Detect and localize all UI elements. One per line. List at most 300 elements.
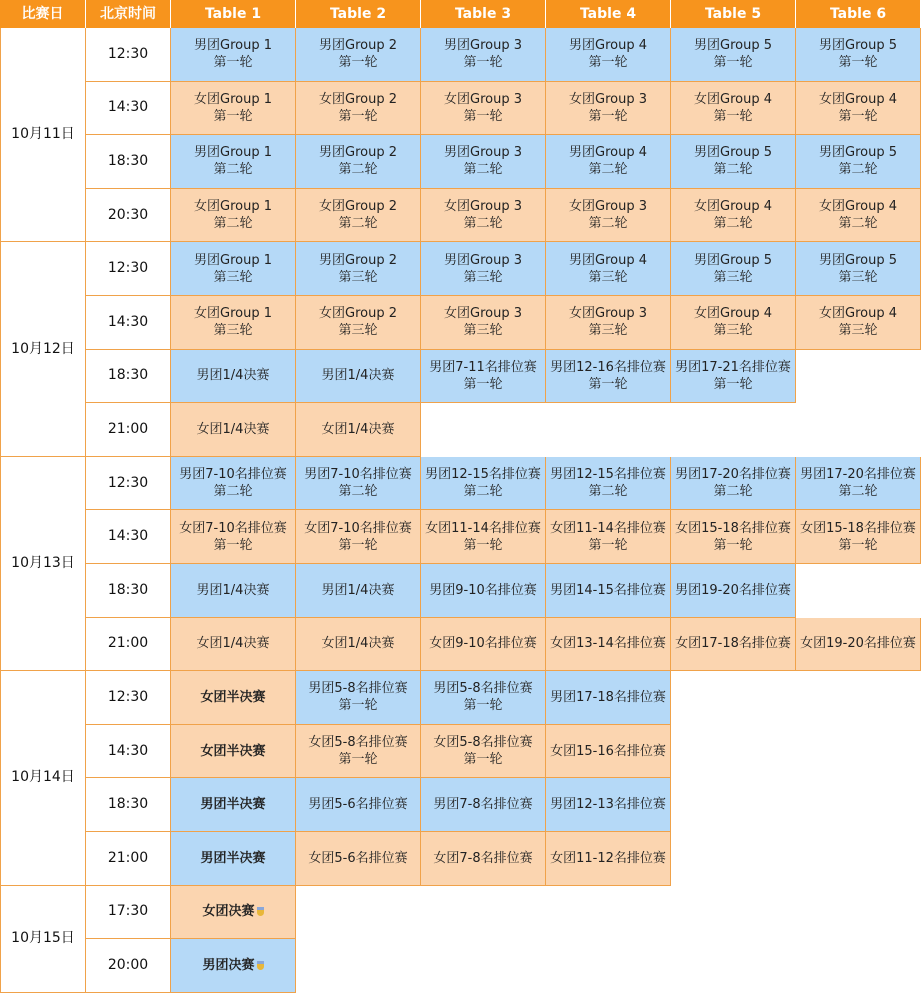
match-line [429, 359, 537, 376]
match-name: 女团1/4决赛 [321, 421, 395, 437]
match-name: 男团半决赛 [200, 797, 266, 813]
match-line [304, 520, 412, 537]
match-name: 男团Group 1 [194, 252, 272, 268]
match-line [322, 367, 395, 384]
match-cell [546, 28, 671, 82]
column-header-label: Table 5 [704, 5, 762, 22]
match-cell [546, 832, 671, 886]
date-cell [0, 28, 86, 242]
match-name: 女团Group 2 [319, 91, 397, 107]
match-line [675, 359, 791, 376]
match-name: 男团决赛 [202, 957, 255, 973]
match-line [550, 850, 666, 867]
match-name: 男团Group 5 [819, 252, 897, 268]
match-cell [671, 618, 796, 672]
match-cell [796, 618, 921, 672]
time-cell [86, 778, 171, 832]
match-round: 第一轮 [463, 698, 503, 714]
match-line [550, 689, 666, 706]
match-line [800, 520, 916, 537]
column-header [86, 0, 171, 28]
match-name: 男团Group 4 [569, 38, 647, 54]
match-line [444, 37, 522, 54]
match-round: 第二轮 [713, 162, 753, 178]
match-name: 男团1/4决赛 [321, 582, 395, 598]
time-cell [86, 671, 171, 725]
column-header [421, 0, 546, 28]
match-cell [296, 564, 421, 618]
match-name: 男团5-6名排位赛 [308, 797, 408, 813]
match-cell [296, 189, 421, 243]
match-cell [171, 832, 296, 886]
match-line [569, 37, 647, 54]
match-cell [296, 82, 421, 136]
match-round: 第三轮 [338, 323, 378, 339]
match-cell [171, 135, 296, 189]
match-line [194, 305, 272, 322]
match-line [179, 466, 287, 483]
match-cell [171, 939, 296, 993]
match-line [444, 198, 522, 215]
match-cell [546, 189, 671, 243]
time-label: 14:30 [107, 528, 149, 545]
match-name: 女团7-10名排位赛 [179, 520, 287, 536]
match-cell [796, 457, 921, 511]
match-line [194, 252, 272, 269]
match-line [433, 850, 532, 867]
match-round: 第三轮 [838, 269, 878, 285]
time-label: 18:30 [107, 581, 149, 598]
match-name: 女团11-12名排位赛 [550, 850, 666, 866]
match-name: 女团Group 4 [819, 91, 897, 107]
match-line [200, 796, 265, 813]
match-cell [296, 725, 421, 779]
match-round: 第三轮 [838, 323, 878, 339]
match-cell [421, 135, 546, 189]
match-cell [546, 618, 671, 672]
match-round: 第二轮 [463, 216, 503, 232]
match-round: 第二轮 [463, 162, 503, 178]
time-label: 14:30 [107, 99, 149, 116]
time-cell [86, 564, 171, 618]
match-line [819, 91, 897, 108]
match-round: 第一轮 [338, 108, 378, 124]
match-cell [421, 296, 546, 350]
match-line [694, 252, 772, 269]
match-cell [671, 189, 796, 243]
match-line [197, 635, 270, 652]
match-name: 女团7-10名排位赛 [304, 520, 412, 536]
match-name: 男团Group 5 [819, 38, 897, 54]
match-line [550, 796, 666, 813]
match-round: 第一轮 [213, 537, 253, 553]
match-name: 女团15-16名排位赛 [550, 743, 666, 759]
match-cell [171, 28, 296, 82]
match-name: 女团Group 3 [444, 199, 522, 215]
match-line [425, 520, 541, 537]
match-round: 第二轮 [338, 162, 378, 178]
column-header-label: 北京时间 [100, 5, 156, 22]
match-name: 女团Group 3 [444, 91, 522, 107]
time-label: 12:30 [107, 474, 149, 491]
match-name: 女团Group 4 [819, 306, 897, 322]
match-name: 女团7-8名排位赛 [433, 850, 533, 866]
match-round: 第二轮 [838, 216, 878, 232]
time-cell [86, 28, 171, 82]
match-cell [171, 778, 296, 832]
match-line [425, 466, 541, 483]
match-line [675, 582, 791, 599]
match-cell [421, 350, 546, 404]
match-name: 女团1/4决赛 [196, 636, 270, 652]
time-cell [86, 296, 171, 350]
time-label: 12:30 [107, 45, 149, 62]
match-line [304, 466, 412, 483]
match-round: 第二轮 [588, 216, 628, 232]
match-name: 男团14-15名排位赛 [550, 582, 666, 598]
match-cell [171, 671, 296, 725]
match-cell [546, 510, 671, 564]
time-cell [86, 886, 171, 940]
match-round: 第一轮 [713, 55, 753, 71]
match-name: 男团17-20名排位赛 [675, 467, 791, 483]
match-cell [421, 618, 546, 672]
time-cell [86, 82, 171, 136]
column-header [671, 0, 796, 28]
match-name: 女团Group 2 [319, 306, 397, 322]
time-cell [86, 939, 171, 993]
match-round: 第一轮 [588, 376, 628, 392]
match-line [694, 305, 772, 322]
match-name: 女团Group 1 [194, 199, 272, 215]
match-line [197, 367, 270, 384]
match-name: 男团Group 3 [444, 38, 522, 54]
match-cell [546, 350, 671, 404]
match-round: 第一轮 [463, 55, 503, 71]
match-cell [671, 350, 796, 404]
match-cell [796, 189, 921, 243]
match-name: 女团15-18名排位赛 [675, 520, 791, 536]
date-label: 10月11日 [11, 126, 75, 143]
match-cell [421, 564, 546, 618]
time-label: 18:30 [107, 367, 149, 384]
column-header-label: Table 1 [204, 5, 262, 22]
match-name: 男团Group 2 [319, 38, 397, 54]
match-cell [546, 564, 671, 618]
time-label: 21:00 [107, 420, 149, 437]
match-line [319, 144, 397, 161]
match-line [308, 796, 407, 813]
match-name: 男团Group 5 [819, 145, 897, 161]
match-cell [171, 82, 296, 136]
match-line [433, 796, 532, 813]
match-cell [171, 350, 296, 404]
match-cell [421, 778, 546, 832]
match-cell [296, 832, 421, 886]
match-round: 第一轮 [338, 537, 378, 553]
date-cell [0, 671, 86, 885]
match-cell [546, 296, 671, 350]
match-cell [296, 671, 421, 725]
column-header-label: Table 2 [329, 5, 387, 22]
match-line [819, 252, 897, 269]
match-cell [296, 28, 421, 82]
match-name: 女团Group 2 [319, 199, 397, 215]
match-round: 第二轮 [588, 484, 628, 500]
match-name: 女团1/4决赛 [321, 636, 395, 652]
time-label: 21:00 [107, 635, 149, 652]
match-line [319, 91, 397, 108]
match-cell [296, 618, 421, 672]
match-round: 第三轮 [463, 323, 503, 339]
match-round: 第一轮 [838, 537, 878, 553]
match-line [319, 252, 397, 269]
match-round: 第一轮 [213, 108, 253, 124]
match-line [550, 743, 666, 760]
match-round: 第二轮 [713, 216, 753, 232]
match-name: 女团1/4决赛 [196, 421, 270, 437]
match-round: 第三轮 [713, 323, 753, 339]
match-line [308, 680, 407, 697]
time-label: 14:30 [107, 742, 149, 759]
match-name: 女团决赛 [202, 904, 255, 920]
match-round: 第一轮 [588, 537, 628, 553]
match-cell [421, 510, 546, 564]
match-round: 第一轮 [338, 698, 378, 714]
match-cell [171, 296, 296, 350]
time-label: 18:30 [107, 796, 149, 813]
match-line [569, 305, 647, 322]
time-label: 20:30 [107, 206, 149, 223]
match-line [569, 252, 647, 269]
match-cell [421, 725, 546, 779]
match-line [429, 582, 537, 599]
time-cell [86, 242, 171, 296]
match-name: 男团1/4决赛 [196, 368, 270, 384]
match-name: 男团半决赛 [200, 850, 266, 866]
match-name: 男团12-15名排位赛 [425, 467, 541, 483]
time-cell [86, 457, 171, 511]
match-round: 第三轮 [213, 323, 253, 339]
match-name: 女团半决赛 [200, 689, 266, 705]
match-line [819, 198, 897, 215]
match-cell [796, 28, 921, 82]
match-line [800, 466, 916, 483]
match-line [322, 582, 395, 599]
match-line [694, 144, 772, 161]
match-name: 女团Group 4 [694, 306, 772, 322]
match-cell [546, 457, 671, 511]
match-line [550, 635, 666, 652]
match-cell [421, 242, 546, 296]
match-cell [796, 296, 921, 350]
match-line [179, 520, 287, 537]
match-line [308, 734, 407, 751]
match-line [550, 520, 666, 537]
match-round: 第一轮 [463, 752, 503, 768]
match-cell [421, 82, 546, 136]
match-name: 男团17-20名排位赛 [800, 467, 916, 483]
match-cell [421, 457, 546, 511]
match-line [444, 91, 522, 108]
match-name: 男团5-8名排位赛 [433, 681, 533, 697]
match-line [319, 198, 397, 215]
match-name: 男团7-10名排位赛 [304, 467, 412, 483]
match-line [819, 37, 897, 54]
time-cell [86, 189, 171, 243]
match-name: 男团1/4决赛 [321, 368, 395, 384]
match-round: 第三轮 [463, 269, 503, 285]
match-name: 男团1/4决赛 [196, 582, 270, 598]
match-round: 第二轮 [838, 162, 878, 178]
time-cell [86, 135, 171, 189]
match-line [800, 635, 916, 652]
match-line [202, 903, 263, 920]
match-line [200, 850, 265, 867]
match-line [550, 582, 666, 599]
match-name: 男团Group 3 [444, 252, 522, 268]
match-line [319, 37, 397, 54]
match-cell [546, 671, 671, 725]
match-name: 女团9-10名排位赛 [429, 636, 537, 652]
time-cell [86, 510, 171, 564]
date-cell [0, 886, 86, 993]
match-cell [296, 510, 421, 564]
match-name: 女团半决赛 [200, 743, 266, 759]
time-label: 20:00 [107, 956, 149, 973]
match-cell [671, 242, 796, 296]
match-line [319, 305, 397, 322]
match-name: 男团Group 1 [194, 38, 272, 54]
match-line [194, 37, 272, 54]
date-cell [0, 457, 86, 671]
match-name: 女团13-14名排位赛 [550, 636, 666, 652]
time-label: 21:00 [107, 849, 149, 866]
match-cell [296, 296, 421, 350]
match-round: 第三轮 [213, 269, 253, 285]
time-label: 17:30 [107, 903, 149, 920]
match-name: 男团Group 4 [569, 145, 647, 161]
match-name: 男团5-8名排位赛 [308, 681, 408, 697]
date-label: 10月13日 [11, 554, 75, 571]
match-round: 第一轮 [713, 537, 753, 553]
match-round: 第三轮 [338, 269, 378, 285]
column-header-label: 比赛日 [21, 5, 64, 22]
match-cell [171, 403, 296, 457]
match-round: 第二轮 [213, 162, 253, 178]
match-name: 男团Group 5 [694, 38, 772, 54]
match-line [569, 198, 647, 215]
match-line [200, 689, 265, 706]
match-line [433, 734, 532, 751]
match-cell [296, 135, 421, 189]
match-line [444, 252, 522, 269]
match-cell [421, 671, 546, 725]
match-round: 第一轮 [713, 108, 753, 124]
match-name: 女团5-8名排位赛 [308, 735, 408, 751]
match-line [197, 421, 270, 438]
match-name: 男团12-13名排位赛 [550, 797, 666, 813]
match-line [675, 466, 791, 483]
match-name: 女团11-14名排位赛 [550, 520, 666, 536]
match-line [429, 635, 537, 652]
match-name: 女团Group 3 [569, 199, 647, 215]
match-name: 女团15-18名排位赛 [800, 520, 916, 536]
column-header [0, 0, 86, 28]
match-line [569, 91, 647, 108]
match-name: 男团Group 5 [694, 145, 772, 161]
match-line [308, 850, 407, 867]
match-name: 男团7-11名排位赛 [429, 359, 537, 375]
match-cell [671, 296, 796, 350]
date-label: 10月14日 [11, 769, 75, 786]
match-round: 第一轮 [838, 55, 878, 71]
match-name: 女团Group 3 [569, 91, 647, 107]
match-round: 第一轮 [338, 55, 378, 71]
match-cell [171, 457, 296, 511]
date-label: 10月15日 [11, 930, 75, 947]
match-cell [171, 189, 296, 243]
time-cell [86, 350, 171, 404]
match-round: 第一轮 [713, 376, 753, 392]
match-line [194, 198, 272, 215]
match-cell [171, 725, 296, 779]
match-round: 第一轮 [588, 55, 628, 71]
gold-medal-icon [257, 961, 264, 970]
time-label: 14:30 [107, 313, 149, 330]
match-name: 女团Group 4 [819, 199, 897, 215]
match-line [550, 466, 666, 483]
match-cell [546, 82, 671, 136]
match-cell [546, 725, 671, 779]
match-cell [546, 135, 671, 189]
time-cell [86, 403, 171, 457]
column-header-label: Table 6 [829, 5, 887, 22]
match-cell [296, 778, 421, 832]
match-cell [671, 564, 796, 618]
match-line [569, 144, 647, 161]
date-cell [0, 242, 86, 456]
match-cell [546, 778, 671, 832]
match-cell [296, 350, 421, 404]
time-cell [86, 618, 171, 672]
match-round: 第二轮 [213, 216, 253, 232]
column-header-label: Table 4 [579, 5, 637, 22]
match-cell [546, 242, 671, 296]
match-cell [171, 510, 296, 564]
match-line [694, 91, 772, 108]
match-cell [171, 886, 296, 940]
gold-medal-icon [257, 907, 264, 916]
match-name: 女团Group 1 [194, 91, 272, 107]
match-cell [171, 618, 296, 672]
match-line [675, 520, 791, 537]
match-cell [296, 403, 421, 457]
match-line [200, 743, 265, 760]
match-cell [671, 28, 796, 82]
match-name: 女团Group 3 [569, 306, 647, 322]
match-line [694, 198, 772, 215]
time-cell [86, 832, 171, 886]
match-name: 男团7-8名排位赛 [433, 797, 533, 813]
match-cell [171, 564, 296, 618]
match-line [675, 635, 791, 652]
match-cell [421, 28, 546, 82]
match-name: 男团Group 3 [444, 145, 522, 161]
match-cell [796, 135, 921, 189]
match-name: 男团12-16名排位赛 [550, 359, 666, 375]
match-name: 男团17-21名排位赛 [675, 359, 791, 375]
